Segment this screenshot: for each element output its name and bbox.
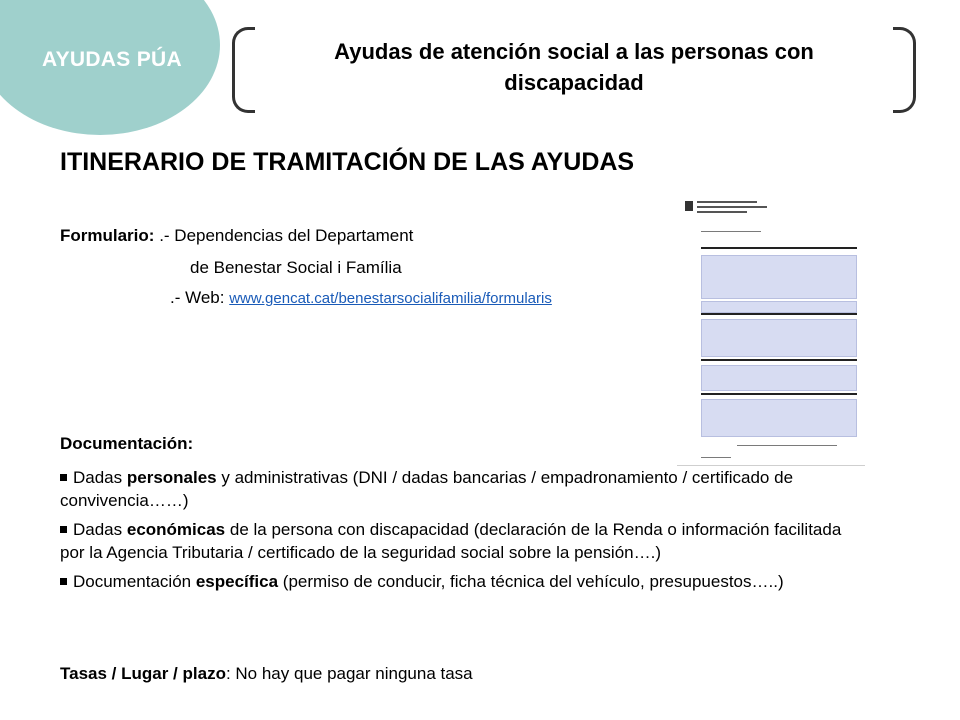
item-text: Dadas	[73, 468, 127, 487]
documentacion-heading: Documentación:	[60, 434, 194, 453]
tasas-text: : No hay que pagar ninguna tasa	[225, 664, 473, 683]
thumb-header-line	[697, 211, 747, 213]
thumb-section-box	[701, 301, 857, 313]
formulario-line-3	[170, 288, 552, 308]
form-document-thumbnail	[677, 195, 865, 466]
thumb-title-band	[701, 247, 857, 249]
thumb-divider	[701, 313, 857, 315]
thumb-footer-line	[737, 445, 837, 446]
item-text: Dadas	[73, 520, 127, 539]
thumb-text-line	[701, 231, 761, 232]
item-bold: económicas	[126, 520, 226, 539]
formulario-dependencias: .- Dependencias del Departament	[159, 226, 414, 245]
formulario-label: Formulario:	[60, 226, 155, 245]
badge-label: AYUDAS PÚA	[42, 48, 182, 71]
thumb-divider	[701, 359, 857, 361]
section-heading: ITINERARIO DE TRAMITACIÓN DE LAS AYUDAS	[60, 148, 635, 176]
web-prefix: .- Web:	[170, 288, 225, 307]
square-bullet-icon	[60, 526, 67, 533]
item-text: de la persona con discapacidad (declaración de la Renda o información facilitada por la Agencia Tributaria / certificado de la seguridad social sobre la pensión….)	[60, 520, 842, 562]
thumb-section-box	[701, 365, 857, 391]
item-bold: específica	[195, 572, 279, 591]
list-item	[60, 570, 860, 593]
thumb-divider	[701, 393, 857, 395]
list-item	[60, 466, 860, 512]
item-text: Documentación	[73, 572, 196, 591]
thumb-header-line	[697, 201, 757, 203]
tasas-label: Tasas / Lugar / plazo	[60, 664, 226, 683]
thumb-section-box	[701, 255, 857, 299]
left-bracket	[232, 27, 255, 113]
formulario-line-1	[60, 226, 413, 246]
list-item	[60, 518, 860, 564]
generalitat-logo-icon	[685, 201, 693, 211]
item-text: (permiso de conducir, ficha técnica del vehículo, presupuestos…..)	[278, 572, 784, 591]
thumb-section-box	[701, 399, 857, 437]
square-bullet-icon	[60, 578, 67, 585]
header-title: Ayudas de atención social a las personas con discapacidad	[334, 39, 814, 95]
documentacion-list	[60, 466, 860, 599]
thumb-footer-line	[701, 457, 731, 458]
tasas-line	[60, 664, 473, 684]
formulario-line-2: de Benestar Social i Família	[190, 258, 402, 277]
right-bracket	[893, 27, 916, 113]
item-bold: personales	[126, 468, 217, 487]
square-bullet-icon	[60, 474, 67, 481]
thumb-section-box	[701, 319, 857, 357]
thumb-header-line	[697, 206, 767, 208]
web-link[interactable]: www.gencat.cat/benestarsocialifamilia/formularis	[229, 290, 552, 307]
item-text: y administrativas (DNI / dadas bancarias / empadronamiento / certificado de convivencia……)	[60, 468, 794, 510]
